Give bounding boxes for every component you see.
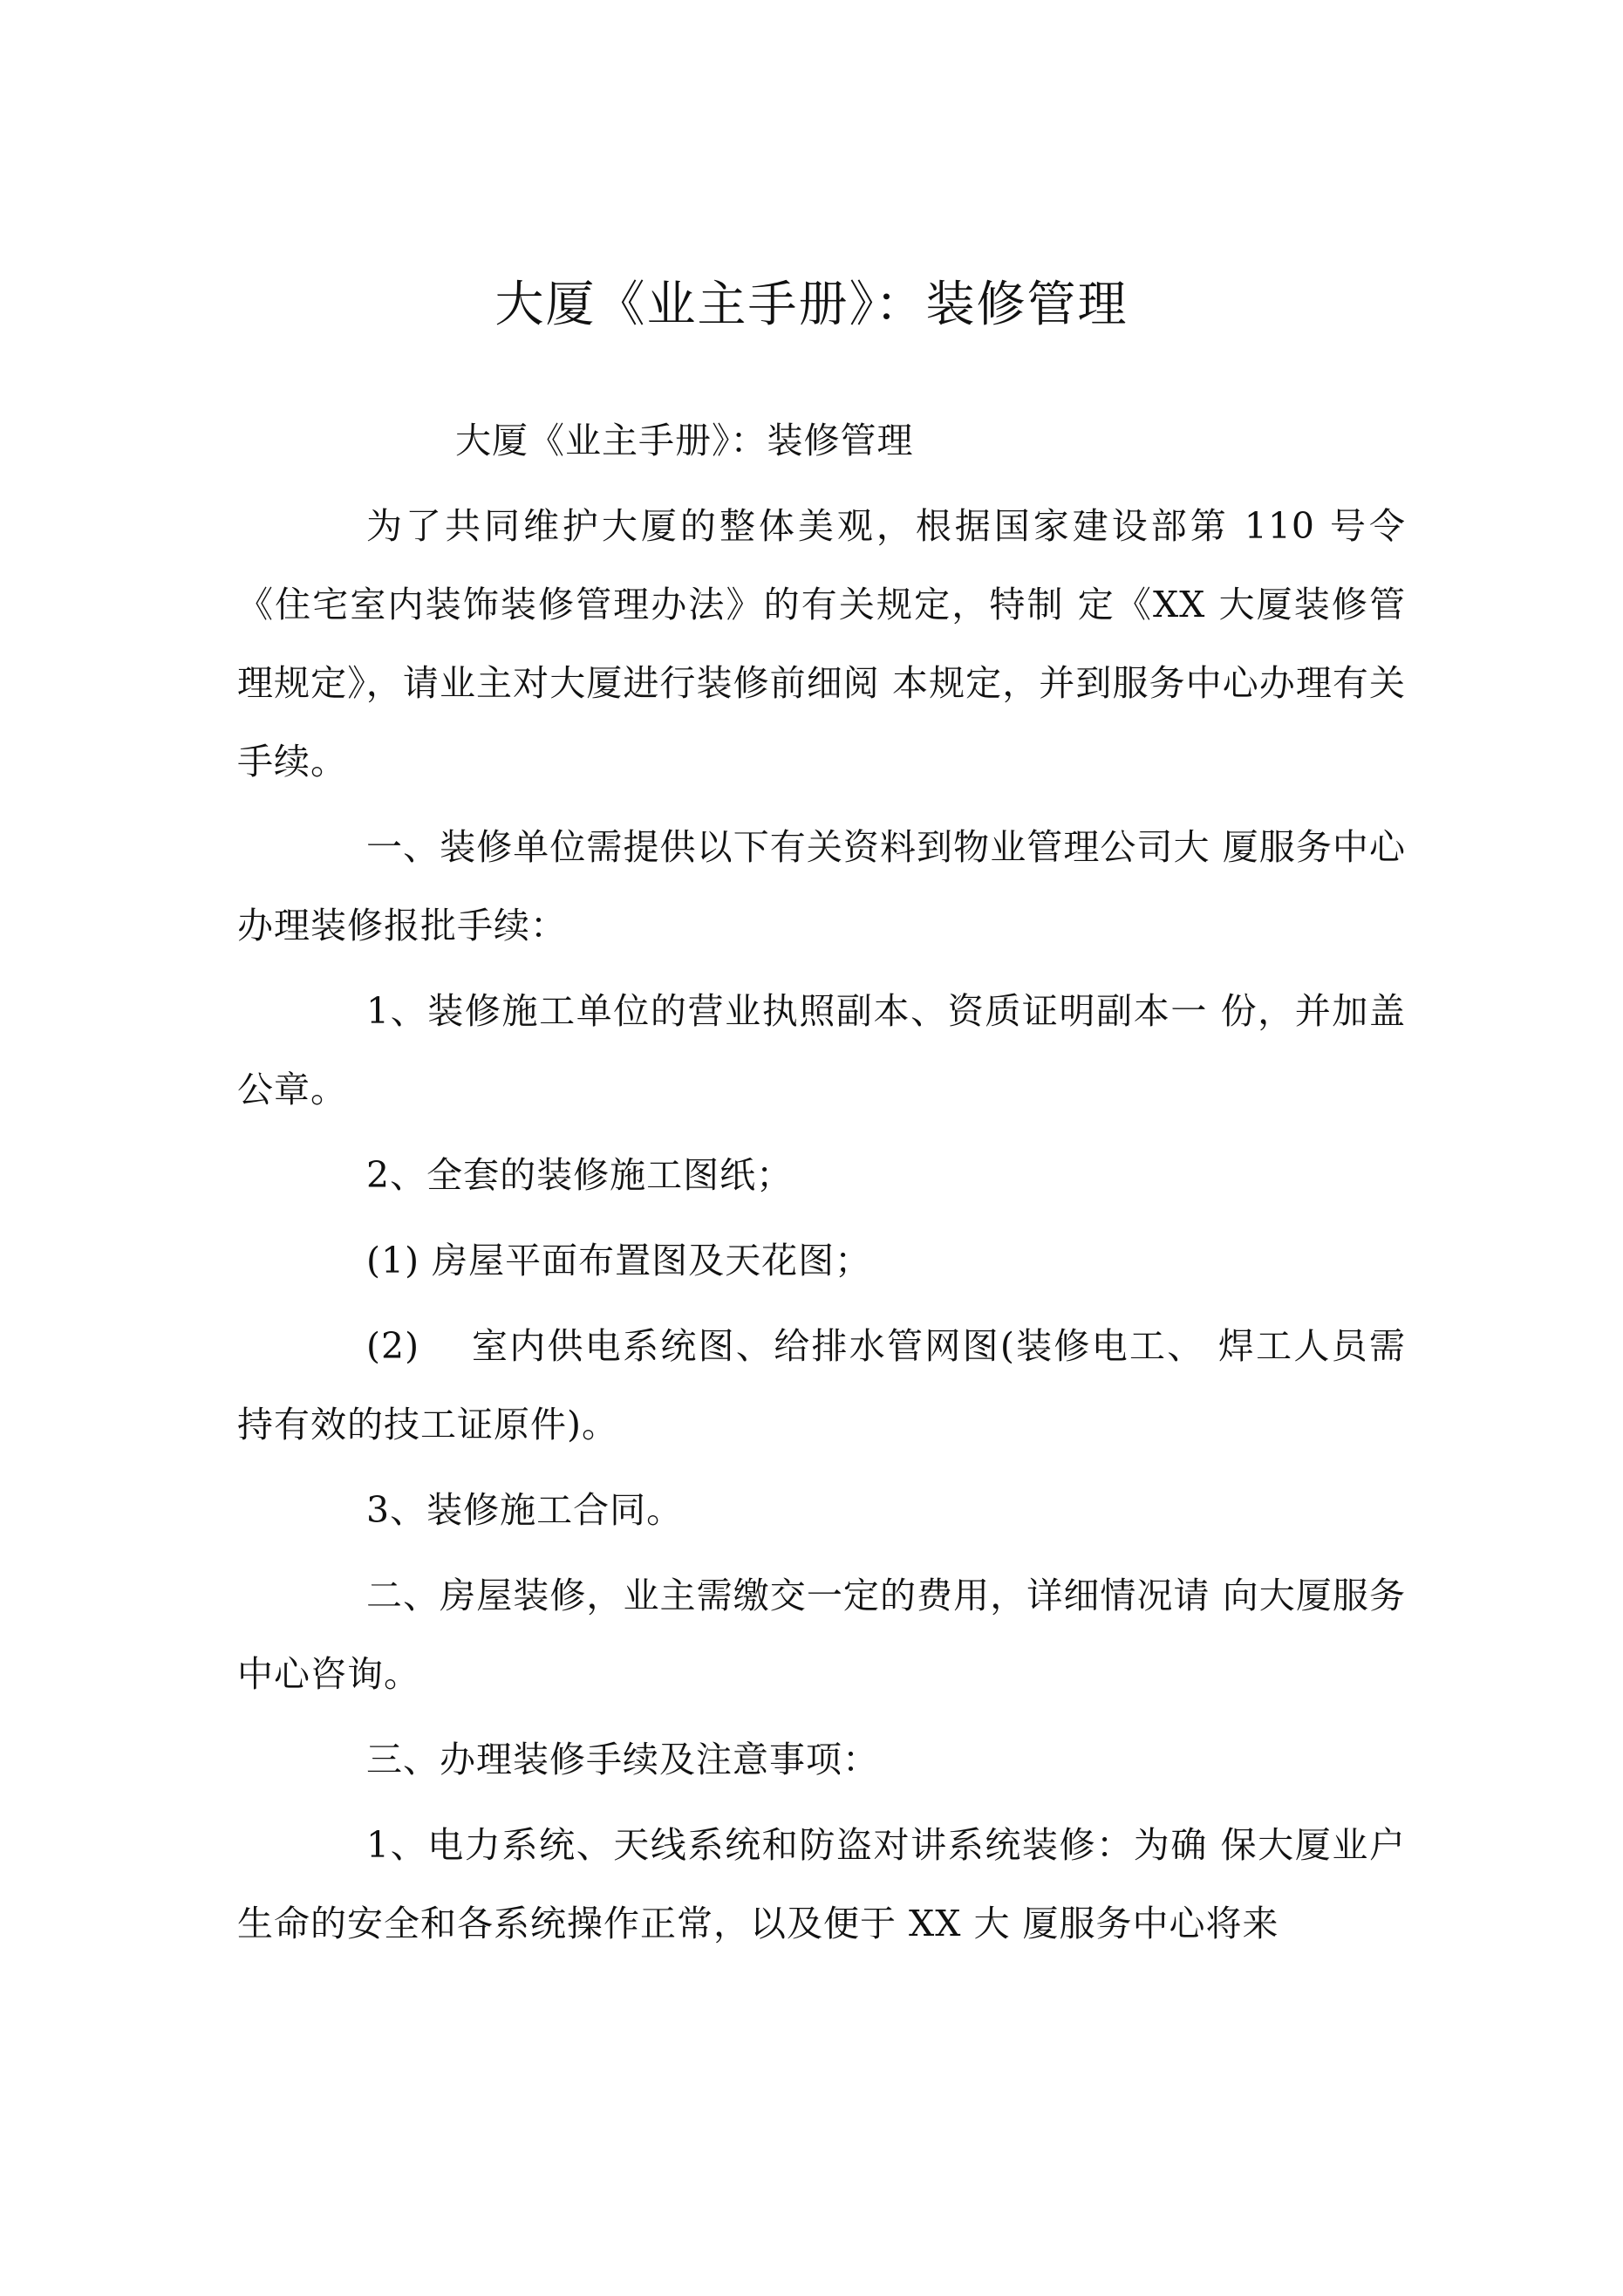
document-subtitle: 大厦《业主手册》：装修管理 <box>455 420 914 461</box>
paragraph-section-2: 二、房屋装修，业主需缴交一定的费用，详细情况请 向大厦服务中心咨询。 <box>237 1575 1406 1695</box>
document-body <box>237 401 1406 1963</box>
paragraph-section-1: 一、装修单位需提供以下有关资料到物业管理公司大 厦服务中心办理装修报批手续： <box>237 826 1406 946</box>
paragraph-section-3-item-1: 1、电力系统、天线系统和防盗对讲系统装修：为确 保大厦业户生命的安全和各系统操作正常，以及便于 XX 大 厦服务中心将来 <box>237 1824 1406 1944</box>
paragraph-item-2-1: (1) 房屋平面布置图及天花图； <box>366 1240 872 1281</box>
paragraph-item-1: 1、装修施工单位的营业执照副本、资质证明副本一 份，并加盖公章。 <box>237 990 1406 1110</box>
paragraph-item-3: 3、装修施工合同。 <box>366 1489 684 1531</box>
paragraph-section-3: 三、办理装修手续及注意事项： <box>366 1739 879 1780</box>
page-title: 大厦《业主手册》：装修管理 <box>494 277 1129 333</box>
paragraph-item-2-2: (2) 室内供电系统图、给排水管网图(装修电工、 焊工人员需持有效的技工证原件)。 <box>237 1325 1406 1445</box>
paragraph-item-2: 2、全套的装修施工图纸； <box>366 1154 794 1196</box>
paragraph-intro: 为了共同维护大厦的整体美观，根据国家建设部第 110 号令《住宅室内装饰装修管理办法》的有关规定，特制 定《XX 大厦装修管理规定》，请业主对大厦进行装修前细阅 本规定，并到服务中心办理有关手续。 <box>237 505 1406 782</box>
